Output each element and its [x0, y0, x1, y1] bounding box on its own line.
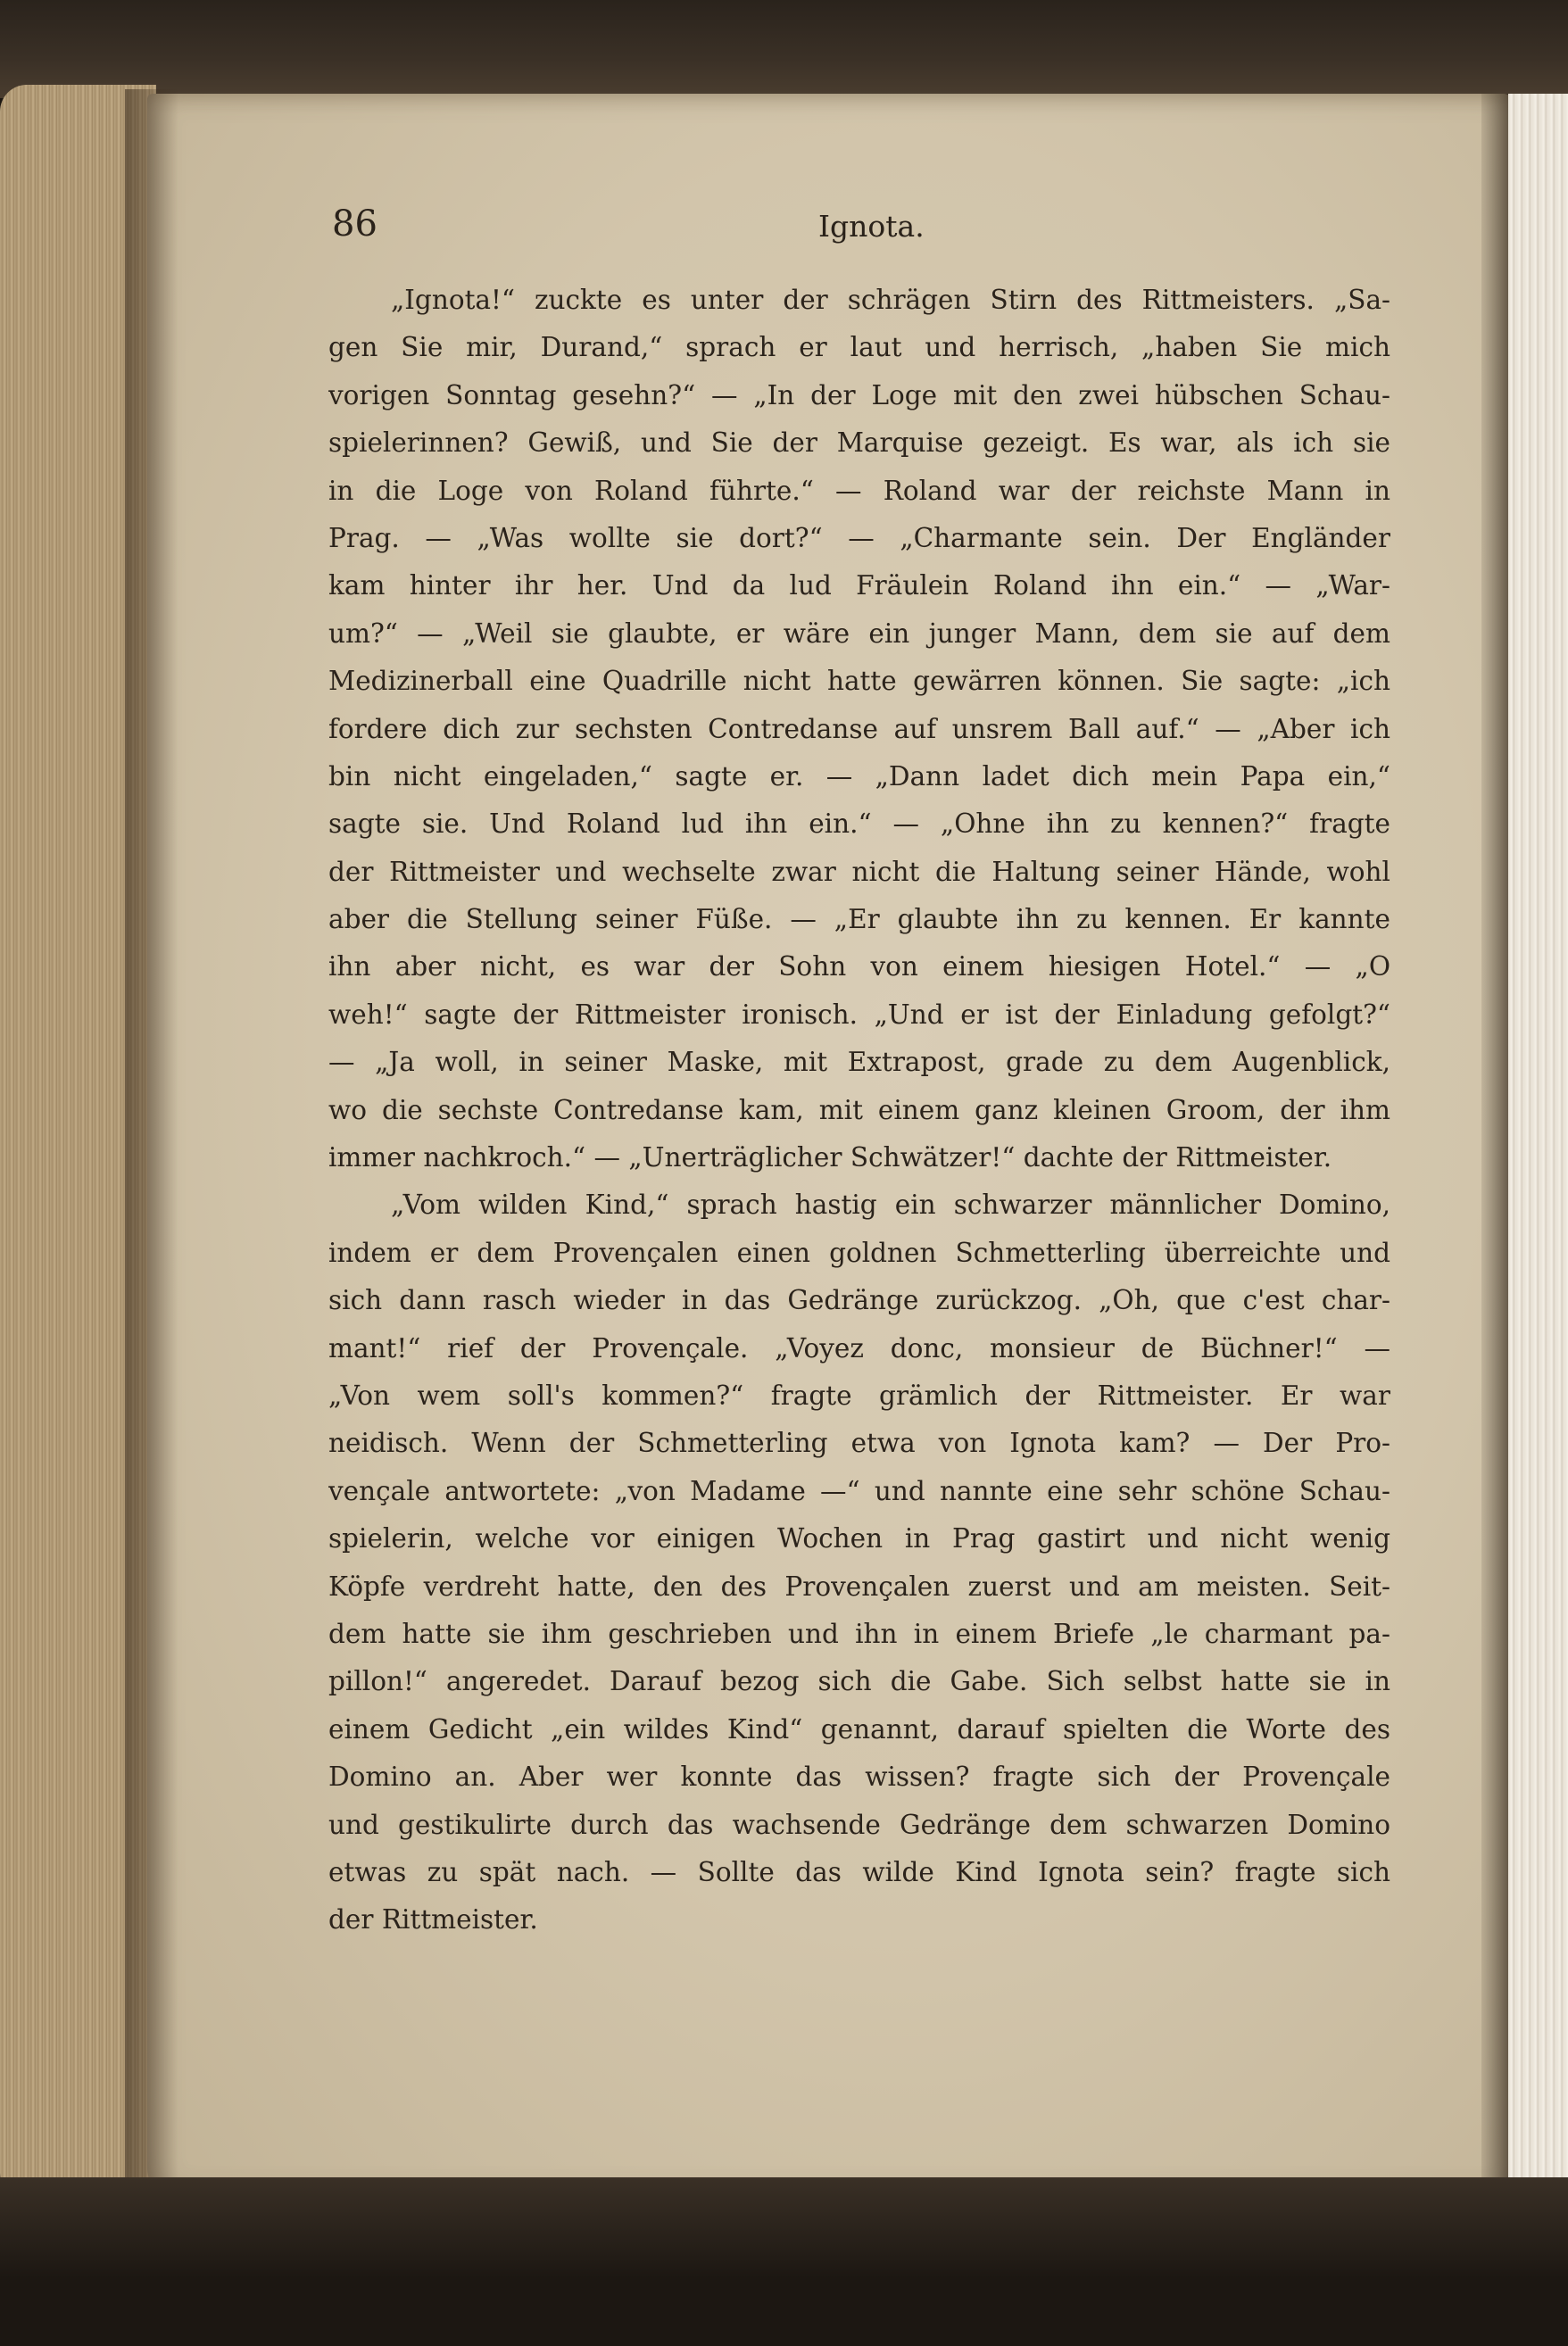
- text-line: fordere dich zur sechsten Contredanse auf unsrem Ball auf.“ — „Aber ich: [328, 713, 1390, 744]
- text-line: aber die Stellung seiner Füße. — „Er glaubte ihn zu kennen. Er kannte: [328, 904, 1390, 935]
- text-line: spielerin, welche vor einigen Wochen in Prag gastirt und nicht wenig: [328, 1523, 1390, 1554]
- text-line: einem Gedicht „ein wildes Kind“ genannt, darauf spielten die Worte des: [328, 1713, 1390, 1745]
- text-line: indem er dem Provençalen einen goldnen Schmetterling überreichte und: [328, 1237, 1390, 1268]
- text-line: „Von wem soll's kommen?“ fragte grämlich der Rittmeister. Er war: [328, 1380, 1390, 1411]
- text-line: in die Loge von Roland führte.“ — Roland war der reichste Mann in: [328, 475, 1390, 506]
- text-line: dem hatte sie ihm geschrieben und ihn in einem Briefe „le charmant pa-: [328, 1618, 1390, 1649]
- text-line: Domino an. Aber wer konnte das wissen? fragte sich der Provençale: [328, 1762, 1390, 1793]
- right-page-leaves: [1508, 94, 1568, 2200]
- running-title: Ignota.: [818, 209, 925, 244]
- spine-shadow: [125, 89, 178, 2195]
- text-line: spielerinnen? Gewiß, und Sie der Marquise gezeigt. Es war, als ich sie: [328, 427, 1390, 459]
- text-line: „Ignota!“ zuckte es unter der schrägen Stirn des Rittmeisters. „Sa-: [391, 285, 1390, 315]
- text-line: vençale antwortete: „von Madame —“ und nannte eine sehr schöne Schau-: [328, 1475, 1390, 1506]
- text-line: ihn aber nicht, es war der Sohn von einem hiesigen Hotel.“ — „O: [328, 951, 1390, 982]
- text-line: — „Ja woll, in seiner Maske, mit Extrapost, grade zu dem Augenblick,: [328, 1047, 1390, 1078]
- page-header: [332, 203, 1394, 257]
- text-line: neidisch. Wenn der Schmetterling etwa von Ignota kam? — Der Pro-: [328, 1428, 1390, 1459]
- text-line: Medizinerball eine Quadrille nicht hatte gewärren können. Sie sagte: „ich: [328, 666, 1390, 697]
- text-line: Köpfe verdreht hatte, den des Provençalen zuerst und am meisten. Seit-: [328, 1571, 1390, 1602]
- text-line: kam hinter ihr her. Und da lud Fräulein Roland ihn ein.“ — „War-: [328, 570, 1390, 601]
- text-line: sich dann rasch wieder in das Gedränge zurückzog. „Oh, que c'est char-: [328, 1285, 1390, 1316]
- text-line: um?“ — „Weil sie glaubte, er wäre ein junger Mann, dem sie auf dem: [328, 618, 1390, 649]
- text-line: „Vom wilden Kind,“ sprach hastig ein schwarzer männlicher Domino,: [391, 1190, 1390, 1221]
- text-line: mant!“ rief der Provençale. „Voyez donc, monsieur de Büchner!“ —: [328, 1332, 1390, 1364]
- text-line: immer nachkroch.“ — „Unerträglicher Schwätzer!“ dachte der Rittmeister.: [328, 1142, 1332, 1173]
- page-number: 86: [332, 203, 377, 245]
- text-line: gen Sie mir, Durand,“ sprach er laut und herrisch, „haben Sie mich: [328, 332, 1390, 363]
- text-body: [328, 277, 1390, 1944]
- text-line: der Rittmeister.: [328, 1904, 538, 1936]
- bottom-shadow: [0, 2177, 1568, 2346]
- text-line: etwas zu spät nach. — Sollte das wilde Kind Ignota sein? fragte sich: [328, 1856, 1390, 1887]
- text-line: wo die sechste Contredanse kam, mit einem ganz kleinen Groom, der ihm: [328, 1094, 1390, 1125]
- text-line: der Rittmeister und wechselte zwar nicht die Haltung seiner Hände, wohl: [328, 856, 1390, 887]
- book-top-edge: [0, 0, 1568, 98]
- text-line: vorigen Sonntag gesehn?“ — „In der Loge mit den zwei hübschen Schau-: [328, 379, 1390, 410]
- gutter-shadow: [1481, 94, 1508, 2200]
- text-line: pillon!“ angeredet. Darauf bezog sich die Gabe. Sich selbst hatte sie in: [328, 1666, 1390, 1697]
- text-line: bin nicht eingeladen,“ sagte er. — „Dann ladet dich mein Papa ein,“: [328, 760, 1390, 792]
- text-line: weh!“ sagte der Rittmeister ironisch. „Und er ist der Einladung gefolgt?“: [328, 999, 1390, 1030]
- text-line: sagte sie. Und Roland lud ihn ein.“ — „Ohne ihn zu kennen?“ fragte: [328, 808, 1390, 840]
- text-line: und gestikulirte durch das wachsende Gedränge dem schwarzen Domino: [328, 1809, 1390, 1840]
- text-line: Prag. — „Was wollte sie dort?“ — „Charmante sein. Der Engländer: [328, 522, 1390, 553]
